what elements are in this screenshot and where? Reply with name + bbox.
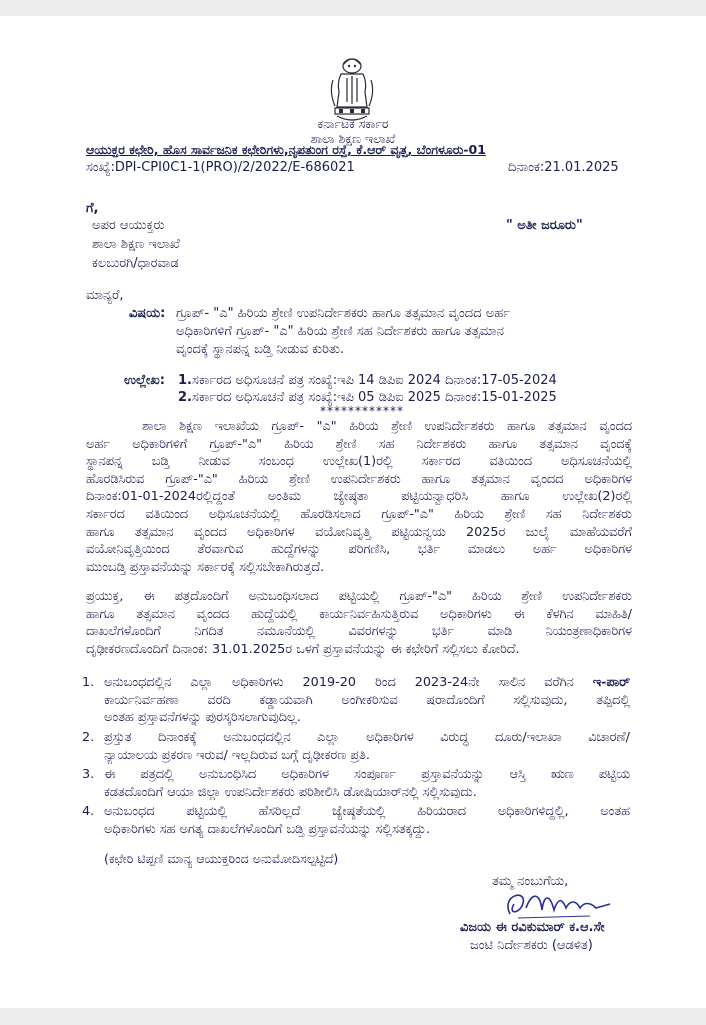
handwritten-signature xyxy=(470,884,630,924)
reference-2-number: 2. xyxy=(178,390,192,405)
list-item-number: 3. xyxy=(82,767,95,782)
reference-1-number: 1. xyxy=(178,373,192,388)
stars-separator: ************ xyxy=(320,404,404,418)
paragraph-1-line: ಅರ್ಹ ಅಧಿಕಾರಿಗಳಿಗೆ ಗ್ರೂಪ್-"ಎ" ಹಿರಿಯ ಶ್ರೇಣಿ ಸಹ ನಿರ್ದೇಶಕರು ಹಾಗೂ ತತ್ಸಮಾನ ವೃಂದಕ್ಕೆ xyxy=(86,436,632,452)
list-item-emphasis: ಇ-ಪಾರ್ xyxy=(592,675,630,690)
list-item-text: ಪ್ರಸ್ತುತ ದಿನಾಂಕಕ್ಕೆ ಅನುಬಂಧದಲ್ಲಿನ ಎಲ್ಲಾ ಅಧಿಕಾರಿಗಳ ವಿರುದ್ಧ ದೂರು/ಇಲಾಖಾ ವಿಚಾರಣೆ/ xyxy=(104,730,630,745)
paragraph-1-line: ಸರ್ಕಾರದ ವತಿಯಿಂದ ಅಧಿಸೂಚನೆಯಲ್ಲಿ ಹೊರಡಿಸಲಾದ ಗ್ರೂಪ್-"ಎ" ಹಿರಿಯ ಶ್ರೇಣಿ ಸಹ ನಿರ್ದೇಶಕರು xyxy=(86,506,632,522)
reference-2: ಸರ್ಕಾರದ ಅಧಿಸೂಚನೆ ಪತ್ರ ಸಂಖ್ಯೆ:ಇಪಿ 05 ಡಿಪಿಐ 2025 ದಿನಾಂಕ:15-01-2025 xyxy=(192,390,557,405)
list-item-text: ಅನುಬಂಧದಲ್ಲಿನ ಎಲ್ಲಾ ಅಧಿಕಾರಿಗಳು 2019-20 ರಿಂದ 2023-24ನೇ ಸಾಲಿನ ವರೆಗಿನ xyxy=(104,675,593,690)
list-item-text: ಅಧಿಕಾರಿಗಳು ಸಹ ಅಗತ್ಯ ದಾಖಲೆಗಳೊಂದಿಗೆ ಬಡ್ತಿ ಪ್ರಸ್ತಾವನೆಯನ್ನು ಸಲ್ಲಿಸತಕ್ಕದ್ದು. xyxy=(104,821,431,837)
office-address: ಆಯುಕ್ತರ ಕಛೇರಿ, ಹೊಸ ಸಾರ್ವಜನಿಕ ಕಛೇರಿಗಳು,ನೃಪತುಂಗ ರಸ್ತೆ, ಕೆ.ಆರ್ ವೃತ್ತ, ಬೆಂಗಳೂರು-01 xyxy=(86,142,486,157)
list-item xyxy=(82,803,630,839)
addressee-line3: ಕಲಬುರಗಿ/ಧಾರವಾಡ xyxy=(92,256,179,271)
paragraph-2-line: ಹಾಗೂ ತತ್ಸಮಾನ ವೃಂದದ ಹುದ್ದೆಯಲ್ಲಿ ಕಾರ್ಯನಿರ್ವಹಿಸುತ್ತಿರುವ ಅಧಿಕಾರಿಗಳು ಈ ಕೆಳಗಿನ ಮಾಹಿತಿ/ xyxy=(86,606,632,622)
subject-label: ವಿಷಯ: xyxy=(129,306,166,321)
greeting: ಮಾನ್ಯರೆ, xyxy=(86,288,124,303)
paragraph-1-line: ದಿನಾಂಕ:01-01-2024ರಲ್ಲಿದ್ದಂತೆ ಅಂತಿಮ ಜ್ಯೇಷ್ಠತಾ ಪಟ್ಟಿಯನ್ವಾಧರಿಸಿ ಹಾಗೂ ಉಲ್ಲೇಖ(2)ರಲ್ಲಿ xyxy=(86,489,632,505)
to-salutation: ಗೆ, xyxy=(86,201,99,216)
urgent-label: " ಅತೀ ಜರೂರು" xyxy=(506,218,583,233)
list-item-text: ನ್ಯಾಯಾಲಯ ಪ್ರಕರಣ ಇರುವ/ ಇಲ್ಲದಿರುವ ಬಗ್ಗೆ ದೃಢೀಕರಣ ಪ್ರತಿ. xyxy=(104,747,370,763)
reference-1: ಸರ್ಕಾರದ ಅಧಿಸೂಚನೆ ಪತ್ರ ಸಂಖ್ಯೆ:ಇಪಿ 14 ಡಿಪಿಐ 2024 ದಿನಾಂಕ:17-05-2024 xyxy=(192,373,557,388)
paragraph-2-line: ದೃಢೀಕರಣದೊಂದಿಗೆ ದಿನಾಂಕ: 31.01.2025ರ ಒಳಗೆ ಪ್ರಸ್ತಾವನೆಯನ್ನು ಈ ಕಛೇರಿಗೆ ಸಲ್ಲಿಸಲು ಕೋರಿದೆ. xyxy=(86,641,520,657)
signatory-designation: ಜಂಟಿ ನಿರ್ದೇಶಕರು (ಆಡಳಿತ) xyxy=(470,938,593,953)
paragraph-1-line: ಮುಂಬಡ್ತಿ ಪ್ರಸ್ತಾವನೆಯನ್ನು ಸರ್ಕಾರಕ್ಕೆ ಸಲ್ಲಿಸಬೇಕಾಗಿರುತ್ತದೆ. xyxy=(86,559,325,575)
paragraph-1-line: ಹಾಗೂ ತತ್ಸಮಾನ ವೃಂದದ ಅಧಿಕಾರಿಗಳ ವಯೋನಿವೃತ್ತಿ ಪಟ್ಟಿಯನ್ವಯ 2025ರ ಜುಲೈ ಮಾಹೆಯವರೆಗೆ xyxy=(86,524,632,540)
letter-page xyxy=(0,16,706,1008)
paragraph-1 xyxy=(86,418,632,576)
viewer-bottom-bar xyxy=(0,1008,706,1025)
subject-line3: ವೃಂದಕ್ಕೆ ಸ್ಥಾನಪನ್ನ ಬಡ್ತಿ ನೀಡುವ ಕುರಿತು. xyxy=(176,342,345,357)
paragraph-2-line: ದಾಖಲೆಗಳೊಂದಿಗೆ ನಿಗದಿತ ನಮೂನೆಯಲ್ಲಿ ವಿವರಗಳನ್ನು ಭರ್ತಿ ಮಾಡಿ ನಿಯಂತ್ರಣಾಧಿಕಾರಿಗಳ xyxy=(86,624,632,640)
addressee-line1: ಅಪರ ಆಯುಕ್ತರು xyxy=(92,218,165,233)
list-item-number: 4. xyxy=(82,804,95,819)
paragraph-1-line: ಹೊರಡಿಸಿರುವ ಗ್ರೂಪ್-"ಎ" ಹಿರಿಯ ಶ್ರೇಣಿ ಉಪನಿರ್ದೇಶಕರು ಹಾಗೂ ತತ್ಸಮಾನ ವೃಂದದ ಅಧಿಕಾರಿಗಳ xyxy=(86,471,632,487)
reference-number: ಸಂಖ್ಯೆ:DPI-CPI0C1-1(PRO)/2/2022/E-686021 xyxy=(86,160,355,175)
list-item-text: ಕಡತದೊಂದಿಗೆ ಆಯಾ ಜಿಲ್ಲಾ ಉಪನಿರ್ದೇಶಕರು ಪರಿಶೀಲಿಸಿ ಡೋಷಿಯಾರ್‌ನಲ್ಲಿ ಸಲ್ಲಿಸುವುದು. xyxy=(104,784,477,800)
list-item xyxy=(82,729,630,765)
references-label: ಉಲ್ಲೇಖ: xyxy=(124,373,165,388)
government-name: ಕರ್ನಾಟಕ ಸರ್ಕಾರ xyxy=(317,116,389,131)
list-item-number: 2. xyxy=(82,730,95,745)
paragraph-1-line: ಶಾಲಾ ಶಿಕ್ಷಣ ಇಲಾಖೆಯ ಗ್ರೂಪ್- "ಎ" ಹಿರಿಯ ಶ್ರೇಣಿ ಉಪನಿರ್ದೇಶಕರು ಹಾಗೂ ತತ್ಸಮಾನ ವೃಂದದ xyxy=(142,419,632,434)
addressee-line2: ಶಾಲಾ ಶಿಕ್ಷಣ ಇಲಾಖೆ xyxy=(92,237,180,252)
list-item xyxy=(82,674,630,728)
list-item-number: 1. xyxy=(82,675,95,690)
letter-date: ದಿನಾಂಕ:21.01.2025 xyxy=(508,160,619,175)
subject-line2: ಅಧಿಕಾರಿಗಳಿಗೆ ಗ್ರೂಪ್- "ಎ" ಹಿರಿಯ ಶ್ರೇಣಿ ಸಹ ನಿರ್ದೇಶಕರು ಹಾಗೂ ತತ್ಸಮಾನ xyxy=(176,324,504,339)
closing-yours: ತಮ್ಮ ನಂಬುಗೆಯ, xyxy=(492,874,569,889)
list-item xyxy=(82,766,630,802)
paragraph-2-line: ಪ್ರಯುಕ್ತ, ಈ ಪತ್ರದೊಂದಿಗೆ ಅನುಬಂಧಿಸಲಾದ ಪಟ್ಟಿಯಲ್ಲಿ ಗ್ರೂಪ್-"ಎ" ಹಿರಿಯ ಶ್ರೇಣಿ ಉಪನಿರ್ದೇಶಕರು xyxy=(86,589,632,604)
list-item-text: ಈ ಪತ್ರದಲ್ಲಿ ಅನುಬಂಧಿಸಿದ ಅಧಿಕಾರಿಗಳ ಸಂಪೂರ್ಣ ಪ್ರಸ್ತಾವನೆಯನ್ನು ಆಸ್ತಿ ಋಣ ಪಟ್ಟಿಯ xyxy=(104,767,630,782)
approval-note: (ಕಛೇರಿ ಟಿಪ್ಪಣಿ ಮಾನ್ಯ ಆಯುಕ್ತರಿಂದ ಅನುಮೋದಿಸಲ್ಪಟ್ಟಿದೆ) xyxy=(104,851,339,866)
paragraph-2 xyxy=(86,588,632,658)
list-item-text: ಅನುಬಂಧದ ಪಟ್ಟಿಯಲ್ಲಿ ಹೆಸರಿಲ್ಲದೆ ಜ್ಯೇಷ್ಠತೆಯಲ್ಲಿ ಹಿರಿಯರಾದ ಅಧಿಕಾರಿಗಳಿದ್ದಲ್ಲಿ, ಅಂತಹ xyxy=(104,804,630,819)
signatory-name: ವಿಜಯ ಈ ರವಿಕುಮಾರ್ ಕ.ಆ.ಸೇ xyxy=(460,920,605,935)
department-name: ಶಾಲಾ ಶಿಕ್ಷಣ ಇಲಾಖೆ xyxy=(310,131,396,146)
list-item-text: ಕಾರ್ಯನಿರ್ವಹಣಾ ವರದಿ ಕಡ್ಡಾಯವಾಗಿ ಅಂಗೀಕರಿಸುವ ಷರಾದೊಂದಿಗೆ ಸಲ್ಲಿಸುವುದು, ತಪ್ಪಿದಲ್ಲಿ xyxy=(104,692,630,708)
paragraph-1-line: ವಯೋನಿವೃತ್ತಿಯಿಂದ ತೆರವಾಗುವ ಹುದ್ದೆಗಳನ್ನು ಪರಿಗಣಿಸಿ, ಭರ್ತಿ ಮಾಡಲು ಅರ್ಹ ಅಧಿಕಾರಿಗಳ xyxy=(86,542,632,558)
paragraph-1-line: ಸ್ಥಾನಪನ್ನ ಬಡ್ತಿ ನೀಡುವ ಸಂಬಂಧ ಉಲ್ಲೇಖ(1)ರಲ್ಲಿ ಸರ್ಕಾರದ ವತಿಯಿಂದ ಅಧಿಸೂಚನೆಯಲ್ಲಿ xyxy=(86,454,632,470)
subject-line1: ಗ್ರೂಪ್- "ಎ" ಹಿರಿಯ ಶ್ರೇಣಿ ಉಪನಿರ್ದೇಶಕರು ಹಾಗೂ ತತ್ಸಮಾನ ವೃಂದದ ಅರ್ಹ xyxy=(176,306,511,321)
list-item-text: ಅಂತಹ ಪ್ರಸ್ತಾವನೆಗಳನ್ನು ಪುರಸ್ಕರಿಸಲಾಗುವುದಿಲ್ಲ. xyxy=(104,710,301,726)
